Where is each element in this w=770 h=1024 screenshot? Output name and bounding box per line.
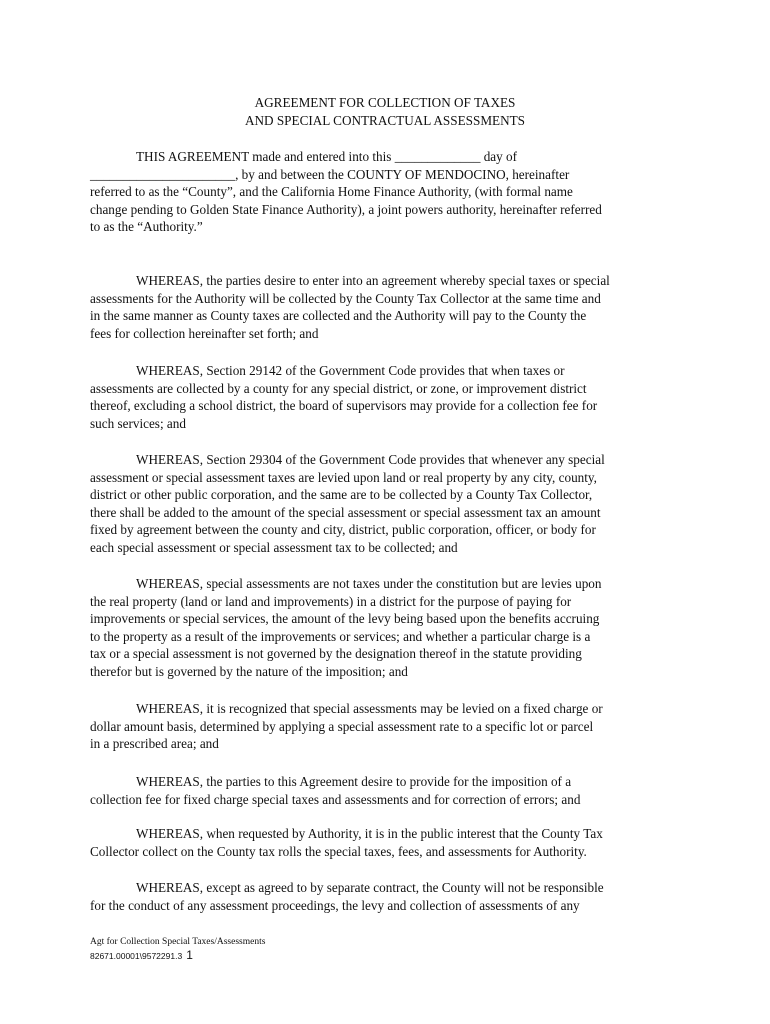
page-footer — [90, 936, 490, 964]
paragraph-line: there shall be added to the amount of the special assessment or special assessment tax an amount — [90, 504, 601, 520]
title-line-1: AGREEMENT FOR COLLECTION OF TAXES — [254, 95, 516, 110]
paragraph-line: assessment or special assessment taxes are levied upon land or real property by any city, county, — [90, 469, 597, 485]
paragraph-line: WHEREAS, Section 29142 of the Government Code provides that when taxes or — [136, 363, 565, 378]
paragraph-line: WHEREAS, the parties to this Agreement desire to provide for the imposition of a — [136, 774, 572, 789]
paragraph-line: improvements or special services, the amount of the levy being based upon the benefits accruing — [90, 611, 600, 627]
intro-line: THIS AGREEMENT made and entered into this _____________ day of — [136, 149, 518, 164]
paragraph-line: tax or a special assessment is not governed by the designation thereof in the statute providing — [90, 646, 582, 662]
paragraph-line: for the conduct of any assessment proceedings, the levy and collection of assessments of any — [90, 897, 580, 913]
paragraph-line: to the property as a result of the improvements or services; and whether a particular charge is a — [90, 628, 591, 644]
paragraph-line: WHEREAS, the parties desire to enter into an agreement whereby special taxes or special — [136, 273, 610, 288]
paragraph-line: WHEREAS, except as agreed to by separate contract, the County will not be responsible — [136, 880, 604, 895]
paragraph-line: WHEREAS, Section 29304 of the Government Code provides that whenever any special — [136, 452, 605, 467]
paragraph-line: thereof, excluding a school district, the board of supervisors may provide for a collection fee for — [90, 398, 598, 414]
paragraph-line: each special assessment or special assessment tax to be collected; and — [90, 539, 458, 555]
paragraph-line: fees for collection hereinafter set forth; and — [90, 325, 319, 341]
whereas-paragraph-6 — [90, 773, 680, 808]
paragraph-line: WHEREAS, when requested by Authority, it is in the public interest that the County Tax — [136, 826, 603, 841]
paragraph-line: dollar amount basis, determined by applying a special assessment rate to a specific lot or parcel — [90, 718, 594, 734]
paragraph-line: such services; and — [90, 415, 186, 431]
intro-line: change pending to Golden State Finance Authority), a joint powers authority, hereinafter referred — [90, 201, 602, 217]
whereas-paragraph-1 — [90, 272, 680, 342]
whereas-paragraph-7 — [90, 825, 680, 860]
paragraph-line: assessments for the Authority will be collected by the County Tax Collector at the same time and — [90, 290, 601, 306]
paragraph-line: collection fee for fixed charge special taxes and assessments and for correction of errors; and — [90, 791, 581, 807]
page-title — [0, 94, 770, 130]
page-number: 1 — [186, 948, 193, 962]
paragraph-line: the real property (land or land and improvements) in a district for the purpose of paying for — [90, 593, 572, 609]
footer-doc-code: 82671.00001\9572291.3 — [90, 951, 183, 961]
paragraph-line: in the same manner as County taxes are collected and the Authority will pay to the County the — [90, 308, 587, 324]
title-line-2: AND SPECIAL CONTRACTUAL ASSESSMENTS — [244, 113, 526, 128]
intro-line: to as the “Authority.” — [90, 219, 203, 235]
paragraph-line: fixed by agreement between the county and city, district, public corporation, officer, or body for — [90, 522, 596, 538]
paragraph-line: Collector collect on the County tax rolls the special taxes, fees, and assessments for Authority. — [90, 843, 587, 859]
whereas-paragraph-8 — [90, 879, 680, 914]
paragraph-line: assessments are collected by a county for any special district, or zone, or improvement district — [90, 380, 587, 396]
paragraph-line: in a prescribed area; and — [90, 736, 219, 752]
whereas-paragraph-5 — [90, 700, 680, 753]
paragraph-line: district or other public corporation, and the same are to be collected by a County Tax Collector, — [90, 487, 593, 503]
whereas-paragraph-4 — [90, 575, 680, 681]
paragraph-line: WHEREAS, special assessments are not taxes under the constitution but are levies upon — [136, 576, 602, 591]
intro-line: referred to as the “County”, and the California Home Finance Authority, (with formal name — [90, 184, 573, 200]
paragraph-line: therefor but is governed by the nature of the imposition; and — [90, 663, 408, 679]
paragraph-line: WHEREAS, it is recognized that special assessments may be levied on a fixed charge or — [136, 701, 603, 716]
whereas-paragraph-2 — [90, 362, 680, 432]
intro-line: ______________________, by and between the COUNTY OF MENDOCINO, hereinafter — [90, 166, 570, 182]
footer-doc-line — [90, 949, 490, 964]
whereas-paragraph-3 — [90, 451, 680, 557]
footer-doc-name: Agt for Collection Special Taxes/Assessments — [90, 937, 266, 947]
intro-paragraph — [90, 148, 680, 236]
